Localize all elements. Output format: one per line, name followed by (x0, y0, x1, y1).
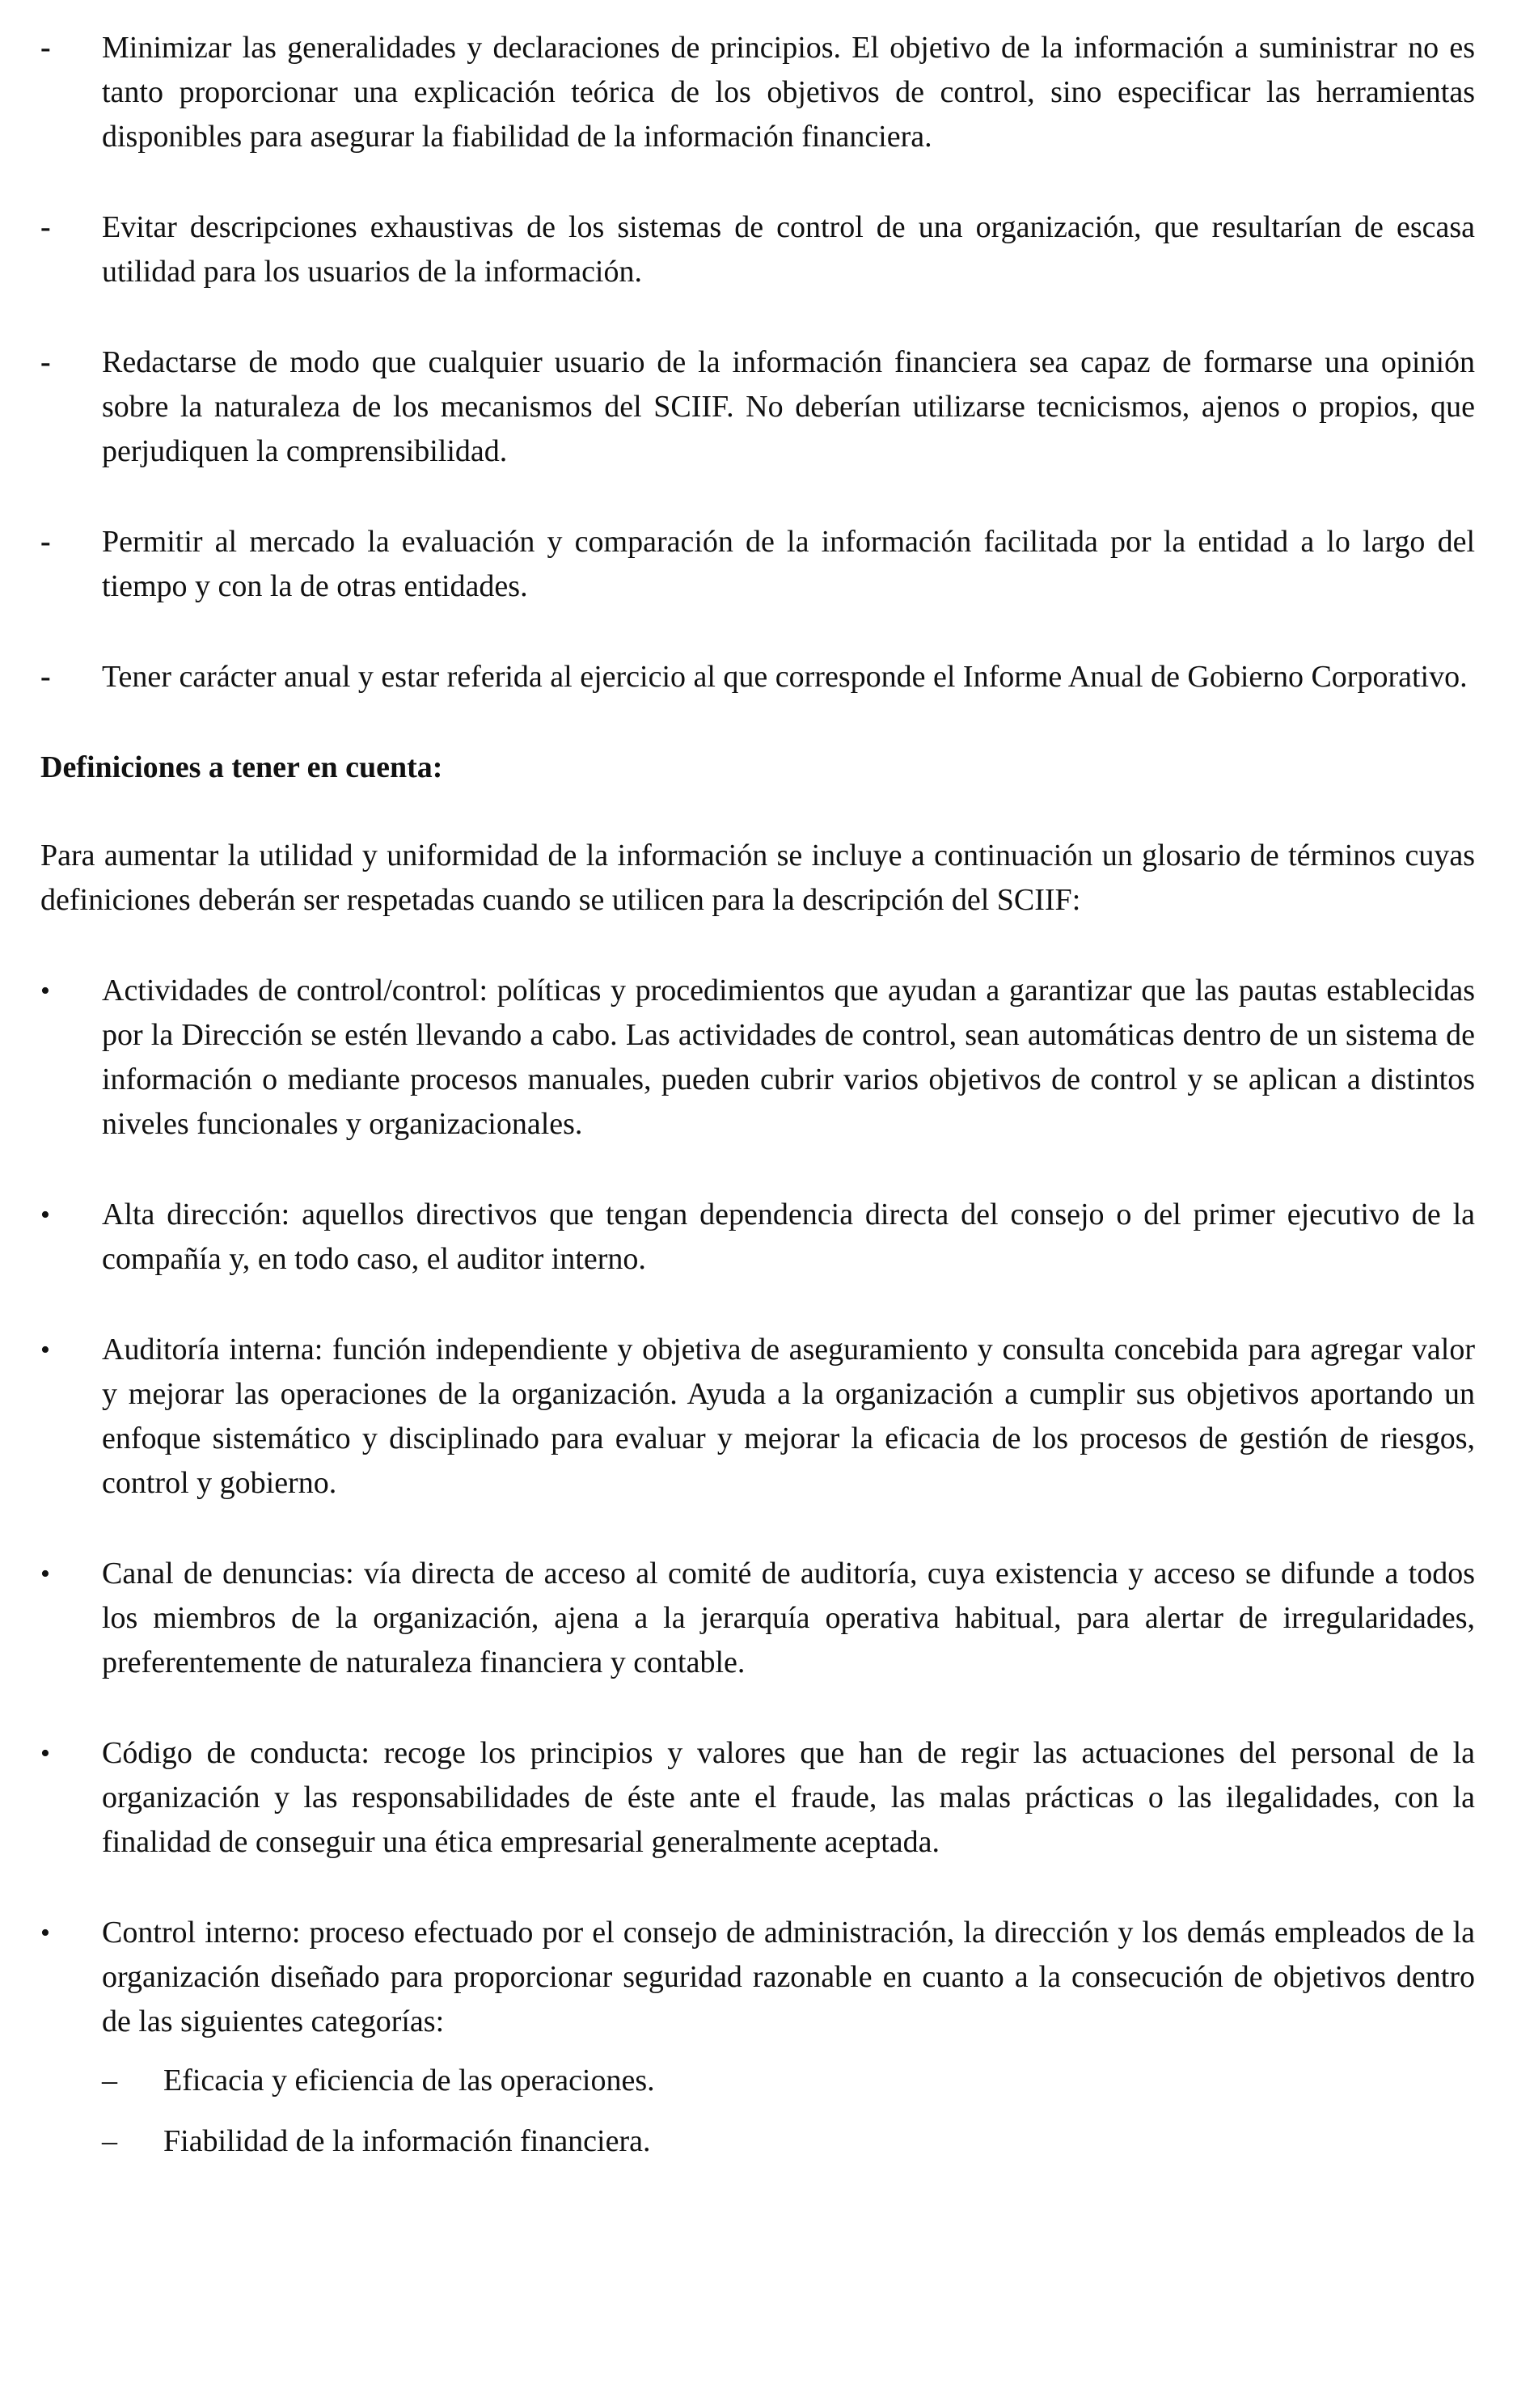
definition-text: Canal de denuncias: vía directa de acceso al comité de auditoría, cuya existencia y acceso se difunde a todos los miembros de la organización, ajena a la jerarquía operativa habitual, para alertar de irregularidades, preferentemente de naturaleza financiera y contable. (102, 1557, 1475, 1679)
guideline-item (40, 205, 1475, 294)
guideline-text: Permitir al mercado la evaluación y comparación de la información facilitada por la entidad a lo largo del tiempo y con la de otras entidades. (102, 525, 1475, 603)
bullet-marker: • (40, 1559, 50, 1589)
definition-text: Código de conducta: recoge los principios y valores que han de regir las actuaciones del personal de la organización y las responsabilidades de éste ante el fraude, las malas prácticas o las ilegalidades, con la finalidad de conseguir una ética empresarial generalmente aceptada. (102, 1736, 1475, 1859)
definition-item (40, 1731, 1475, 1865)
definitions-heading: Definiciones a tener en cuenta: (40, 750, 443, 784)
guideline-item (40, 655, 1475, 699)
en-dash-marker: – (102, 2124, 117, 2158)
en-dash-marker: – (102, 2064, 117, 2097)
category-item (102, 2059, 1475, 2103)
definition-text: Alta dirección: aquellos directivos que tengan dependencia directa del consejo o del primer ejecutivo de la compañía y, en todo caso, el auditor interno. (102, 1198, 1475, 1276)
dash-marker: - (40, 660, 51, 694)
definition-text: Actividades de control/control: políticas y procedimientos que ayudan a garantizar que las pautas establecidas por la Dirección se estén llevando a cabo. Las actividades de control, sean automáticas dentro de un sistema de información o mediante procesos manuales, pueden cubrir varios objetivos de control y se aplican a distintos niveles funcionales y organizacionales. (102, 974, 1475, 1141)
guideline-item (40, 340, 1475, 474)
definition-item (40, 1193, 1475, 1282)
dash-marker: - (40, 31, 51, 65)
category-item (102, 2119, 1475, 2164)
intro-paragraph: Para aumentar la utilidad y uniformidad de la información se incluye a continuación un glosario de términos cuyas definiciones deberán ser respetadas cuando se utilicen para la descripción del SCIIF: (40, 839, 1475, 917)
bullet-marker: • (40, 1200, 50, 1230)
bullet-marker: • (40, 1335, 50, 1365)
definitions-list (40, 969, 1475, 2164)
dash-marker: - (40, 525, 51, 559)
dash-marker: - (40, 345, 51, 379)
guideline-text: Tener carácter anual y estar referida al ejercicio al que corresponde el Informe Anual de Gobierno Corporativo. (102, 660, 1468, 694)
guideline-item (40, 520, 1475, 609)
definition-item (40, 1328, 1475, 1506)
dash-marker: - (40, 210, 51, 244)
bullet-marker: • (40, 976, 50, 1006)
category-text: Fiabilidad de la información financiera. (163, 2124, 651, 2158)
category-text: Eficacia y eficiencia de las operaciones. (163, 2064, 655, 2097)
definition-item (40, 1911, 1475, 2164)
guideline-text: Evitar descripciones exhaustivas de los sistemas de control de una organización, que resultarían de escasa utilidad para los usuarios de la información. (102, 210, 1475, 289)
guideline-text: Minimizar las generalidades y declaraciones de principios. El objetivo de la información a suministrar no es tanto proporcionar una explicación teórica de los objetivos de control, sino especificar las herramientas disponibles para asegurar la fiabilidad de la información financiera. (102, 31, 1475, 154)
bullet-marker: • (40, 1738, 50, 1768)
definition-item (40, 969, 1475, 1147)
bullet-marker: • (40, 1918, 50, 1948)
guideline-text: Redactarse de modo que cualquier usuario de la información financiera sea capaz de formarse una opinión sobre la naturaleza de los mecanismos del SCIIF. No deberían utilizarse tecnicismos, ajenos o propios, que perjudiquen la comprensibilidad. (102, 345, 1475, 468)
definition-text: Auditoría interna: función independiente y objetiva de aseguramiento y consulta concebida para agregar valor y mejorar las operaciones de la organización. Ayuda a la organización a cumplir sus objetivos aportando un enfoque sistemático y disciplinado para evaluar y mejorar la eficacia de los procesos de gestión de riesgos, control y gobierno. (102, 1333, 1475, 1500)
definition-item (40, 1552, 1475, 1685)
control-interno-categories (102, 2059, 1475, 2164)
guidelines-list (40, 26, 1475, 699)
definition-text: Control interno: proceso efectuado por el consejo de administración, la dirección y los demás empleados de la organización diseñado para proporcionar seguridad razonable en cuanto a la consecución de objetivos dentro de las siguientes categorías: (102, 1916, 1475, 2038)
guideline-item (40, 26, 1475, 159)
